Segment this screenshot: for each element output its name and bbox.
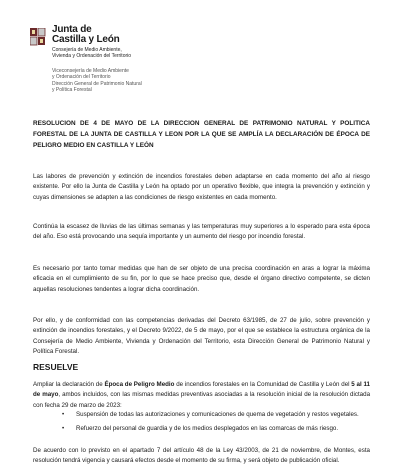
resolve-bold-dates: 5 al 11 de mayo xyxy=(33,381,371,399)
bullet-icon: • xyxy=(62,411,65,418)
resolve-paragraph xyxy=(33,380,370,411)
coat-of-arms-icon xyxy=(30,28,46,46)
resolve-text: Ampliar la declaración de xyxy=(33,381,105,388)
viceconsejeria-line: Viceconsejería de Medio Ambiente xyxy=(52,68,129,74)
direccion-general-line: y Política Forestal xyxy=(52,87,92,93)
body-paragraph: Es necesario por tanto tomar medidas que han de ser objeto de una precisa coordinación en aras a lograr la máxima eficacia en el cumplimiento de su fin, por lo que se hace preciso que, desde el órgano directivo competente, se dicten aquellas resoluciones tendentes a lograr dicha coordinación. xyxy=(33,265,370,293)
list-item xyxy=(62,410,370,420)
measures-list xyxy=(62,410,370,439)
resolve-text: , ambos incluidos, con las mismas medidas preventivas asociadas a la resolución inicial de la resolución dictada con fecha 29 de marzo de 2023: xyxy=(33,391,371,409)
closing-paragraph: De acuerdo con lo previsto en el apartado 7 del artículo 48 de la Ley 43/2003, de 21 de noviembre, de Montes, esta resolución tendrá vigencia y causará efectos desde el momento de su firma, y será objeto de publicación oficial. xyxy=(33,447,370,465)
brand-name-line1: Junta de xyxy=(52,24,92,35)
department-line: Consejería de Medio Ambiente, xyxy=(52,47,122,53)
list-item-text: Refuerzo del personal de guardia y de los medios desplegados en las comarcas de más riesgo. xyxy=(76,425,339,433)
body-paragraph: Por ello, y de conformidad con las competencias derivadas del Decreto 63/1985, de 27 de julio, sobre prevención y extinción de incendios forestales, y el Decreto 9/2022, de 5 de mayo, por el que se establece la estructura orgánica de la Consejería de Medio Ambiente, Vivienda y Ordenación del Territorio, esta Dirección General de Patrimonio Natural y Política Forestal. xyxy=(33,317,370,356)
resolve-text: de incendios forestales en la Comunidad de Castilla y León del xyxy=(174,381,352,388)
resolve-bold-period: Época de Peligro Medio xyxy=(104,381,175,388)
resolve-heading: RESUELVE xyxy=(33,362,79,372)
list-item-text: Suspensión de todas las autorizaciones y comunicaciones de quema de vegetación y restos vegetales. xyxy=(76,411,359,418)
department-line: Vivienda y Ordenación del Territorio xyxy=(52,53,132,59)
resolution-title: RESOLUCION DE 4 DE MAYO DE LA DIRECCION GENERAL DE PATRIMONIO NATURAL Y POLITICA FORESTAL DE LA JUNTA DE CASTILLA Y LEON POR LA QUE SE AMPLÍA LA DECLARACIÓN DE ÉPOCA DE PELIGRO MEDIO EN CASTILLA Y LEÓN xyxy=(33,120,370,149)
bullet-icon: • xyxy=(62,425,65,433)
brand-name-line2: Castilla y León xyxy=(52,34,120,45)
list-item xyxy=(62,424,370,434)
viceconsejeria-line: y Ordenación del Territorio xyxy=(52,74,111,80)
direccion-general-line: Dirección General de Patrimonio Natural xyxy=(52,81,142,87)
body-paragraph: Las labores de prevención y extinción de incendios forestales deben adaptarse en cada momento del año al riesgo existente. Por ello la Junta de Castilla y León ha optado por un operativo flexible, que integra la prevención y extinción y cuyas dimensiones se adapten a las condiciones de riesgo existentes en cada momento. xyxy=(33,173,370,201)
body-paragraph: Continúa la escasez de lluvias de las últimas semanas y las temperaturas muy superiores a lo esperado para esta época del año. Eso está provocando una sequía importante y un aumento del riesgo por incendio forestal. xyxy=(33,223,370,241)
